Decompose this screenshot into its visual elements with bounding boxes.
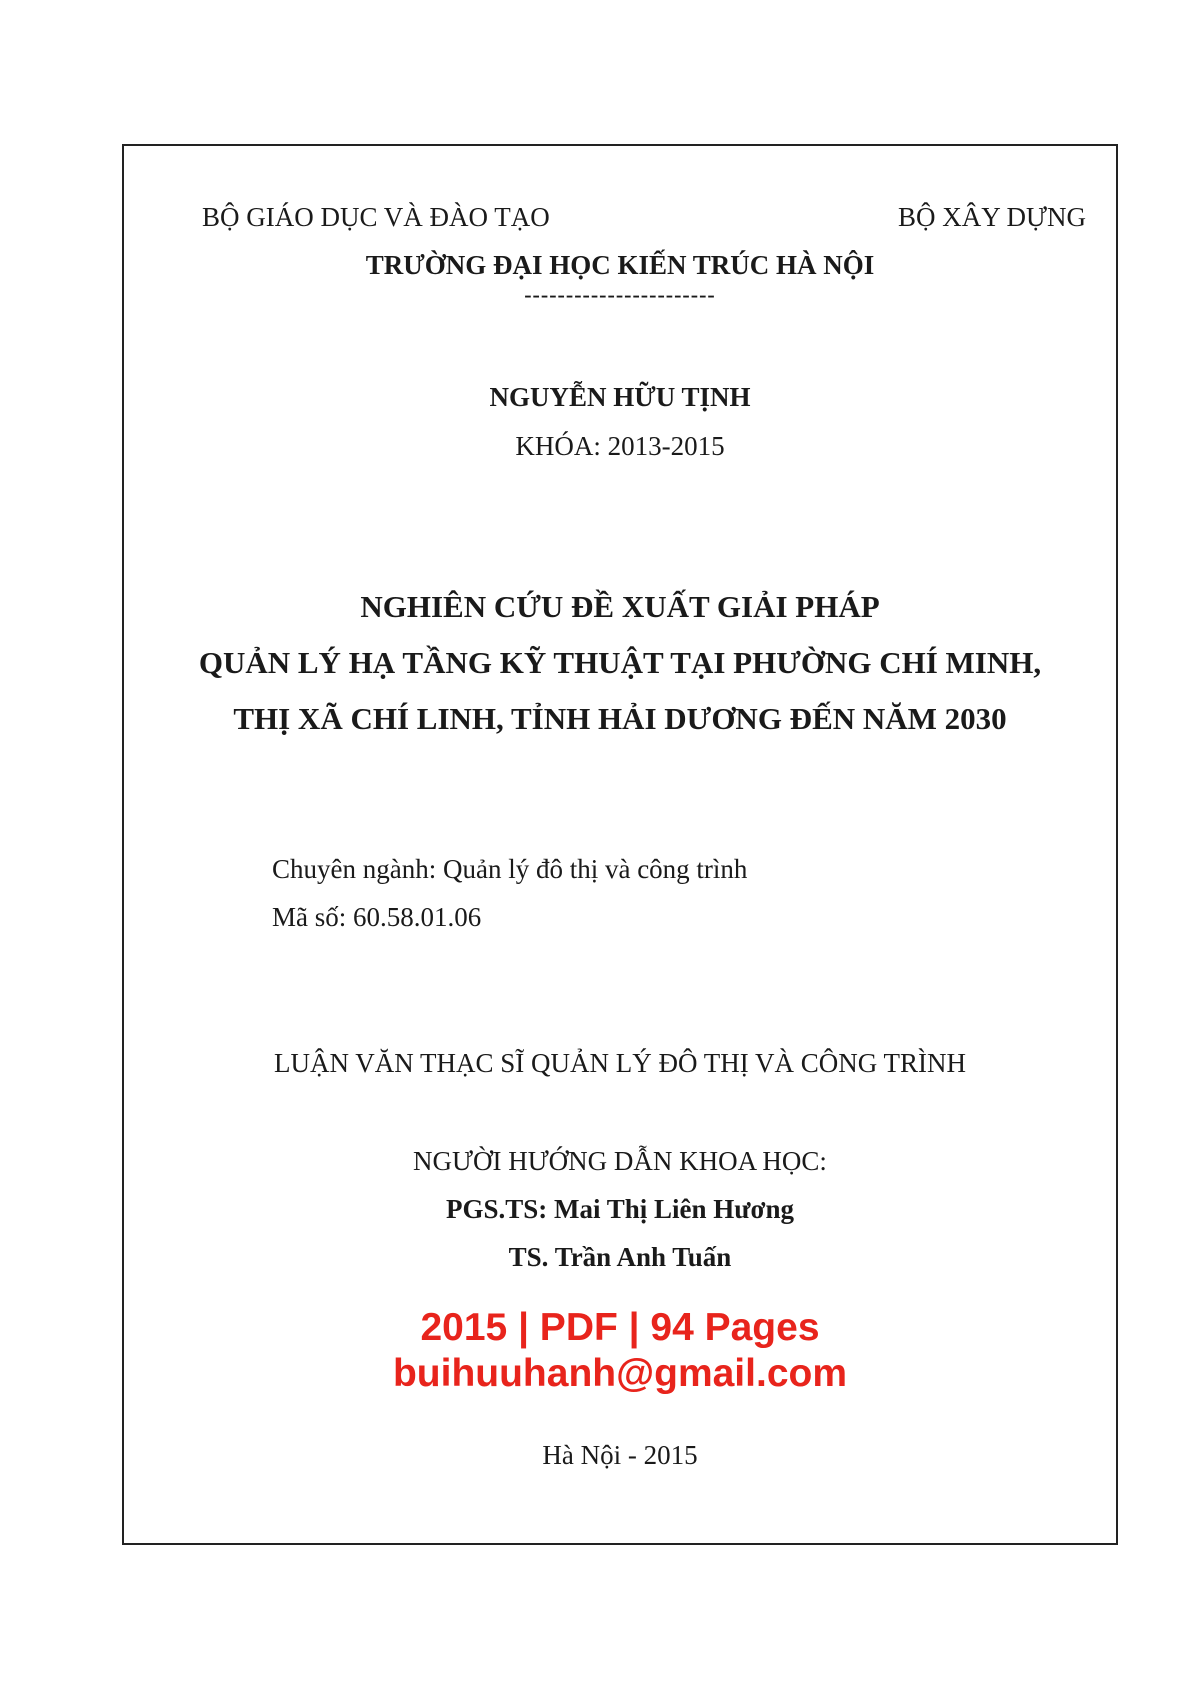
place-and-year: Hà Nội - 2015: [542, 1440, 698, 1470]
advisor-1: PGS.TS: Mai Thị Liên Hương: [446, 1194, 794, 1224]
course-years: KHÓA: 2013-2015: [515, 431, 725, 461]
ministry-of-education: BỘ GIÁO DỤC VÀ ĐÀO TẠO: [202, 202, 550, 232]
advisor-2: TS. Trần Anh Tuấn: [508, 1242, 732, 1272]
specialization-code: Mã số: 60.58.01.06: [272, 902, 482, 932]
university-name: TRƯỜNG ĐẠI HỌC KIẾN TRÚC HÀ NỘI: [365, 250, 875, 280]
specialization-major: Chuyên ngành: Quản lý đô thị và công trình: [272, 854, 748, 884]
advisors-heading: NGƯỜI HƯỚNG DẪN KHOA HỌC:: [413, 1146, 827, 1176]
thesis-title-line-3: THỊ XÃ CHÍ LINH, TỈNH HẢI DƯƠNG ĐẾN NĂM 2030: [233, 701, 1007, 736]
author-name: NGUYỄN HỮU TỊNH: [489, 382, 751, 412]
degree-title: LUẬN VĂN THẠC SĨ QUẢN LÝ ĐÔ THỊ VÀ CÔNG TRÌNH: [273, 1048, 966, 1078]
thesis-title-line-2: QUẢN LÝ HẠ TẦNG KỸ THUẬT TẠI PHƯỜNG CHÍ MINH,: [198, 645, 1042, 680]
cover-page-border: [122, 144, 1118, 1545]
watermark-email: buihuuhanh@gmail.com: [392, 1352, 848, 1395]
ministry-of-construction: BỘ XÂY DỰNG: [898, 202, 1086, 232]
watermark-pdf-info: 2015 | PDF | 94 Pages: [420, 1306, 820, 1349]
thesis-title-line-1: NGHIÊN CỨU ĐỀ XUẤT GIẢI PHÁP: [360, 589, 880, 624]
header-separator: -----------------------: [524, 282, 716, 307]
